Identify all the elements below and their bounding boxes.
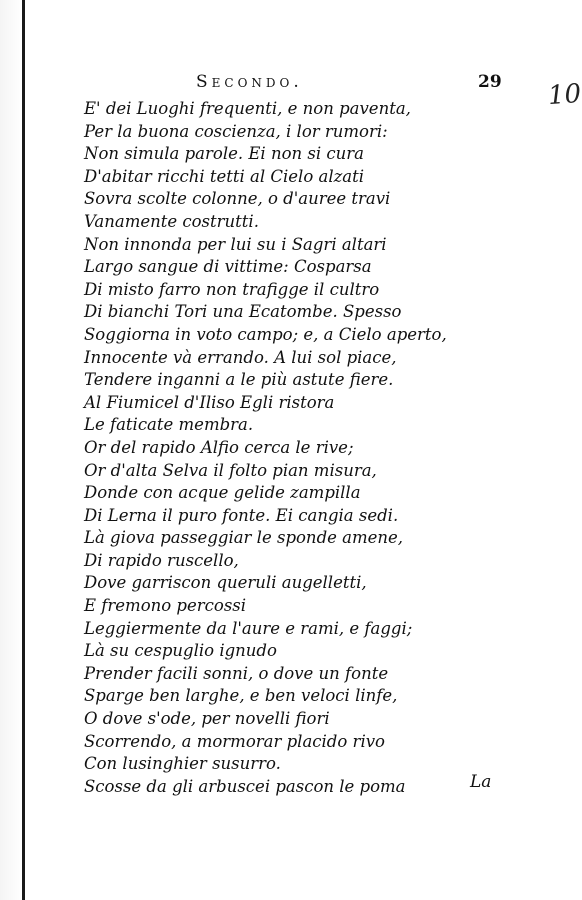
poem-line: O dove s'ode, per novelli fiori [84, 709, 330, 729]
poem-line: Vanamente costrutti. [84, 211, 259, 231]
poem-line: Soggiorna in voto campo; e, a Cielo aperto, [84, 324, 447, 344]
page-number: 29 [478, 72, 502, 92]
binding-edge [22, 0, 25, 900]
poem-line: Di rapido ruscello, [84, 550, 239, 570]
poem-line: Sparge ben larghe, e ben veloci linfe, [84, 686, 398, 706]
poem-line: Or del rapido Alfio cerca le rive; [84, 437, 354, 457]
poem-line: Di bianchi Tori una Ecatombe. Spesso [84, 302, 402, 322]
poem-line: Per la buona coscienza, i lor rumori: [84, 121, 388, 141]
poem-line: Al Fiumicel d'Iliso Egli ristora [84, 392, 335, 412]
poem-text [84, 98, 447, 798]
handwritten-page-number: 10 [546, 78, 582, 112]
poem-line: Scorrendo, a mormorar placido rivo [84, 731, 385, 751]
poem-line: Non innonda per lui su i Sagri altari [84, 234, 387, 254]
poem-line: Or d'alta Selva il folto pian misura, [84, 460, 377, 480]
poem-line: Le faticate membra. [84, 415, 254, 435]
catchword: La [470, 772, 492, 792]
poem-line: Sovra scolte colonne, o d'auree travi [84, 189, 391, 209]
poem-line: Là giova passeggiar le sponde amene, [84, 528, 404, 548]
running-title: Secondo. [196, 72, 303, 92]
poem-line: Di Lerna il puro fonte. Ei cangia sedi. [84, 505, 399, 525]
poem-line: Tendere inganni a le più astute fiere. [84, 370, 394, 390]
poem-line: Donde con acque gelide zampilla [84, 483, 361, 503]
poem-line: Là su cespuglio ignudo [84, 641, 277, 661]
poem-line: Leggiermente da l'aure e rami, e faggi; [84, 618, 413, 638]
poem-line: Di misto farro non trafigge il cultro [84, 279, 380, 299]
poem-line: Prender facili sonni, o dove un fonte [84, 663, 389, 683]
poem-line: Non simula parole. Ei non si cura [84, 144, 364, 164]
poem-line: E' dei Luoghi frequenti, e non paventa, [84, 99, 411, 118]
poem-line: Scosse da gli arbuscei pascon le poma [84, 776, 406, 796]
poem-line: Innocente và errando. A lui sol piace, [84, 347, 397, 367]
page-edge-shadow [0, 0, 22, 900]
poem-line: D'abitar ricchi tetti al Cielo alzati [84, 166, 365, 186]
poem-line: Dove garriscon queruli augelletti, [84, 573, 367, 593]
poem-line: Con lusinghier susurro. [84, 754, 281, 774]
poem-line: E fremono percossi [84, 596, 247, 616]
poem-line: Largo sangue di vittime: Cosparsa [84, 257, 372, 277]
